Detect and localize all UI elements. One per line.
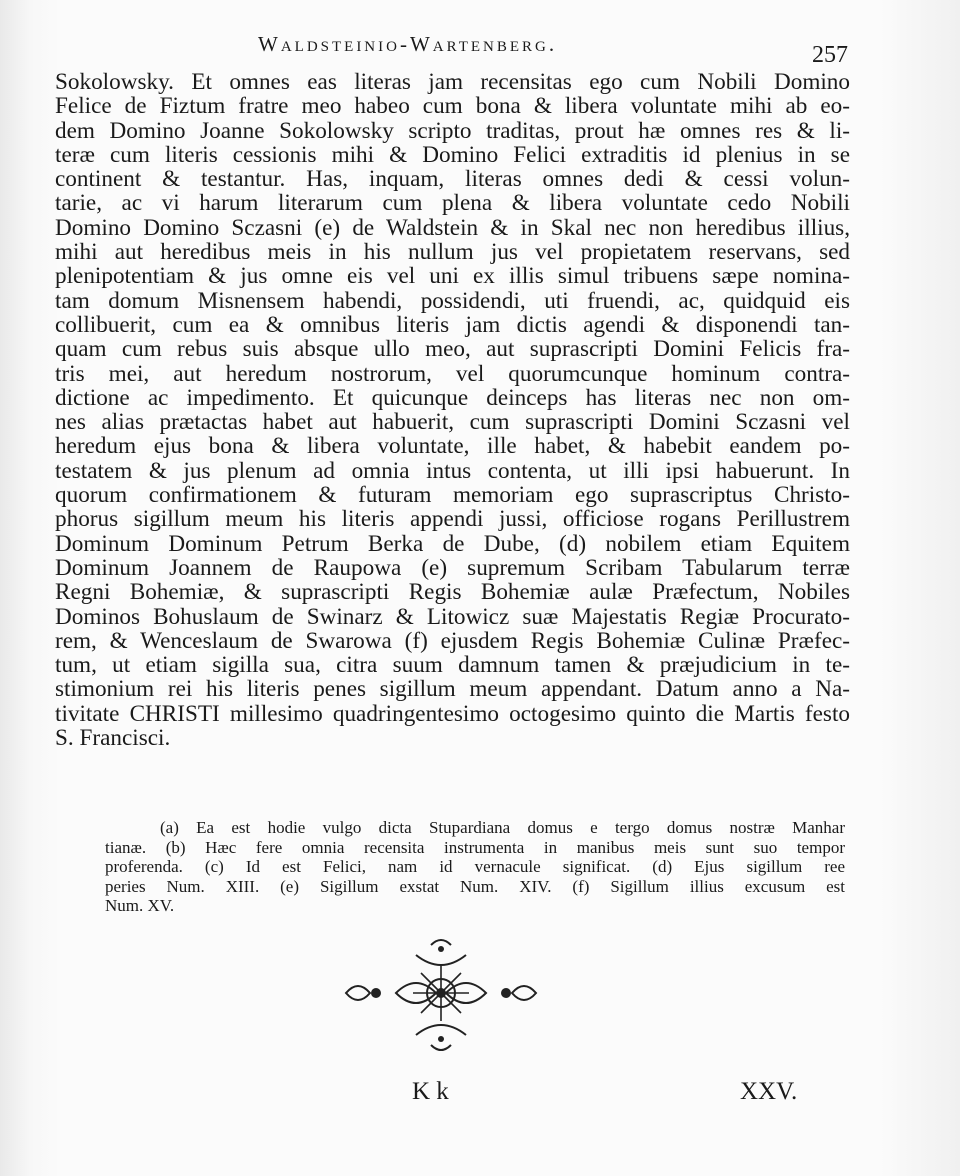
text-line: Felice de Fiztum fratre meo habeo cum bona & libera voluntate mihi ab eo- <box>55 93 850 120</box>
footnotes <box>105 818 845 916</box>
text-line: dem Domino Joanne Sokolowsky scripto traditas, prout hæ omnes res & li- <box>55 117 850 144</box>
page-footer <box>0 1078 960 1108</box>
text-line: tivitate CHRISTI millesimo quadringentesimo octogesimo quinto die Martis festo <box>55 700 850 727</box>
text-line: Regni Bohemiæ, & suprascripti Regis Bohemiæ aulæ Præfectum, Nobiles <box>55 579 850 606</box>
footnote-line: peries Num. XIII. (e) Sigillum exstat Num. XIV. (f) Sigillum illius excusum est <box>105 876 845 896</box>
text-line: stimonium rei his literis penes sigillum meum appendant. Datum anno a Na- <box>55 676 850 703</box>
footnote-line: tianæ. (b) Hæc fere omnia recensita instrumenta in manibus meis sunt suo tempor <box>105 837 845 857</box>
text-line: quam cum rebus suis absque ullo meo, aut suprascripti Domini Felicis fra- <box>55 336 850 363</box>
text-line: Domino Domino Sczasni (e) de Waldstein & in Skal nec non heredibus illius, <box>55 214 850 241</box>
text-line: continent & testantur. Has, inquam, literas omnes dedi & cessi volun- <box>55 166 850 193</box>
running-head: Waldsteinio-Wartenberg. <box>258 32 558 56</box>
text-line: dictione ac impedimento. Et quicunque deinceps has literas nec non om- <box>55 384 850 411</box>
footnote-line: proferenda. (c) Id est Felici, nam id vernacule significat. (d) Ejus sigillum ree <box>105 857 845 876</box>
text-line: testatem & jus plenum ad omnia intus contenta, ut illi ipsi habuerunt. In <box>55 457 850 484</box>
footnote-line: Num. XV. <box>105 896 175 915</box>
text-line: nes alias prætactas habet aut habuerit, cum suprascripti Domini Sczasni vel <box>55 409 850 436</box>
page-number: 257 <box>812 42 848 68</box>
text-line: tam domum Misnensem habendi, possidendi, uti fruendi, ac, quidquid eis <box>55 287 850 314</box>
text-line: collibuerit, cum ea & omnibus literis jam dictis agendi & disponendi tan- <box>55 311 850 338</box>
text-line: Dominos Bohuslaum de Swinarz & Litowicz suæ Majestatis Regiæ Procurato- <box>55 603 850 630</box>
signature-mark: K k <box>412 1078 449 1105</box>
text-line: Sokolowsky. Et omnes eas literas jam recensitas ego cum Nobili Domino <box>55 69 850 95</box>
text-line: Dominum Dominum Petrum Berka de Dube, (d) nobilem etiam Equitem <box>55 530 850 557</box>
body-text <box>55 70 850 750</box>
text-line: rem, & Wenceslaum de Swarowa (f) ejusdem Regis Bohemiæ Culinæ Præfec- <box>55 627 850 654</box>
text-line: tum, ut etiam sigilla sua, citra suum damnum tamen & præjudicium in te- <box>55 652 850 679</box>
text-line: mihi aut heredibus meis in his nullum jus vel propietatem reservans, sed <box>55 239 850 266</box>
text-line: quorum confirmationem & futuram memoriam ego suprascriptus Christo- <box>55 482 850 509</box>
text-line: Dominum Joannem de Raupowa (e) supremum Scribam Tabularum terræ <box>55 554 850 581</box>
footnote-line: (a) Ea est hodie vulgo dicta Stupardiana domus e tergo domus nostræ Manhar <box>160 818 845 837</box>
printers-ornament <box>336 935 546 1055</box>
text-line: phorus sigillum meum his literis appendi jussi, officiose rogans Perillustrem <box>55 506 850 533</box>
catchword: XXV. <box>740 1078 798 1105</box>
text-line: plenipotentiam & jus omne eis vel uni ex illis simul tribuens sæpe nomina- <box>55 263 850 290</box>
text-line: tris mei, aut heredum nostrorum, vel quorumcunque hominum contra- <box>55 360 850 387</box>
text-line: tarie, ac vi harum literarum cum plena & libera voluntate cedo Nobili <box>55 190 850 217</box>
text-line: heredum ejus bona & libera voluntate, ille habet, & habebit eandem po- <box>55 433 850 460</box>
text-line: teræ cum literis cessionis mihi & Domino Felici extraditis id plenius in se <box>55 141 850 168</box>
text-line: S. Francisci. <box>55 725 171 752</box>
